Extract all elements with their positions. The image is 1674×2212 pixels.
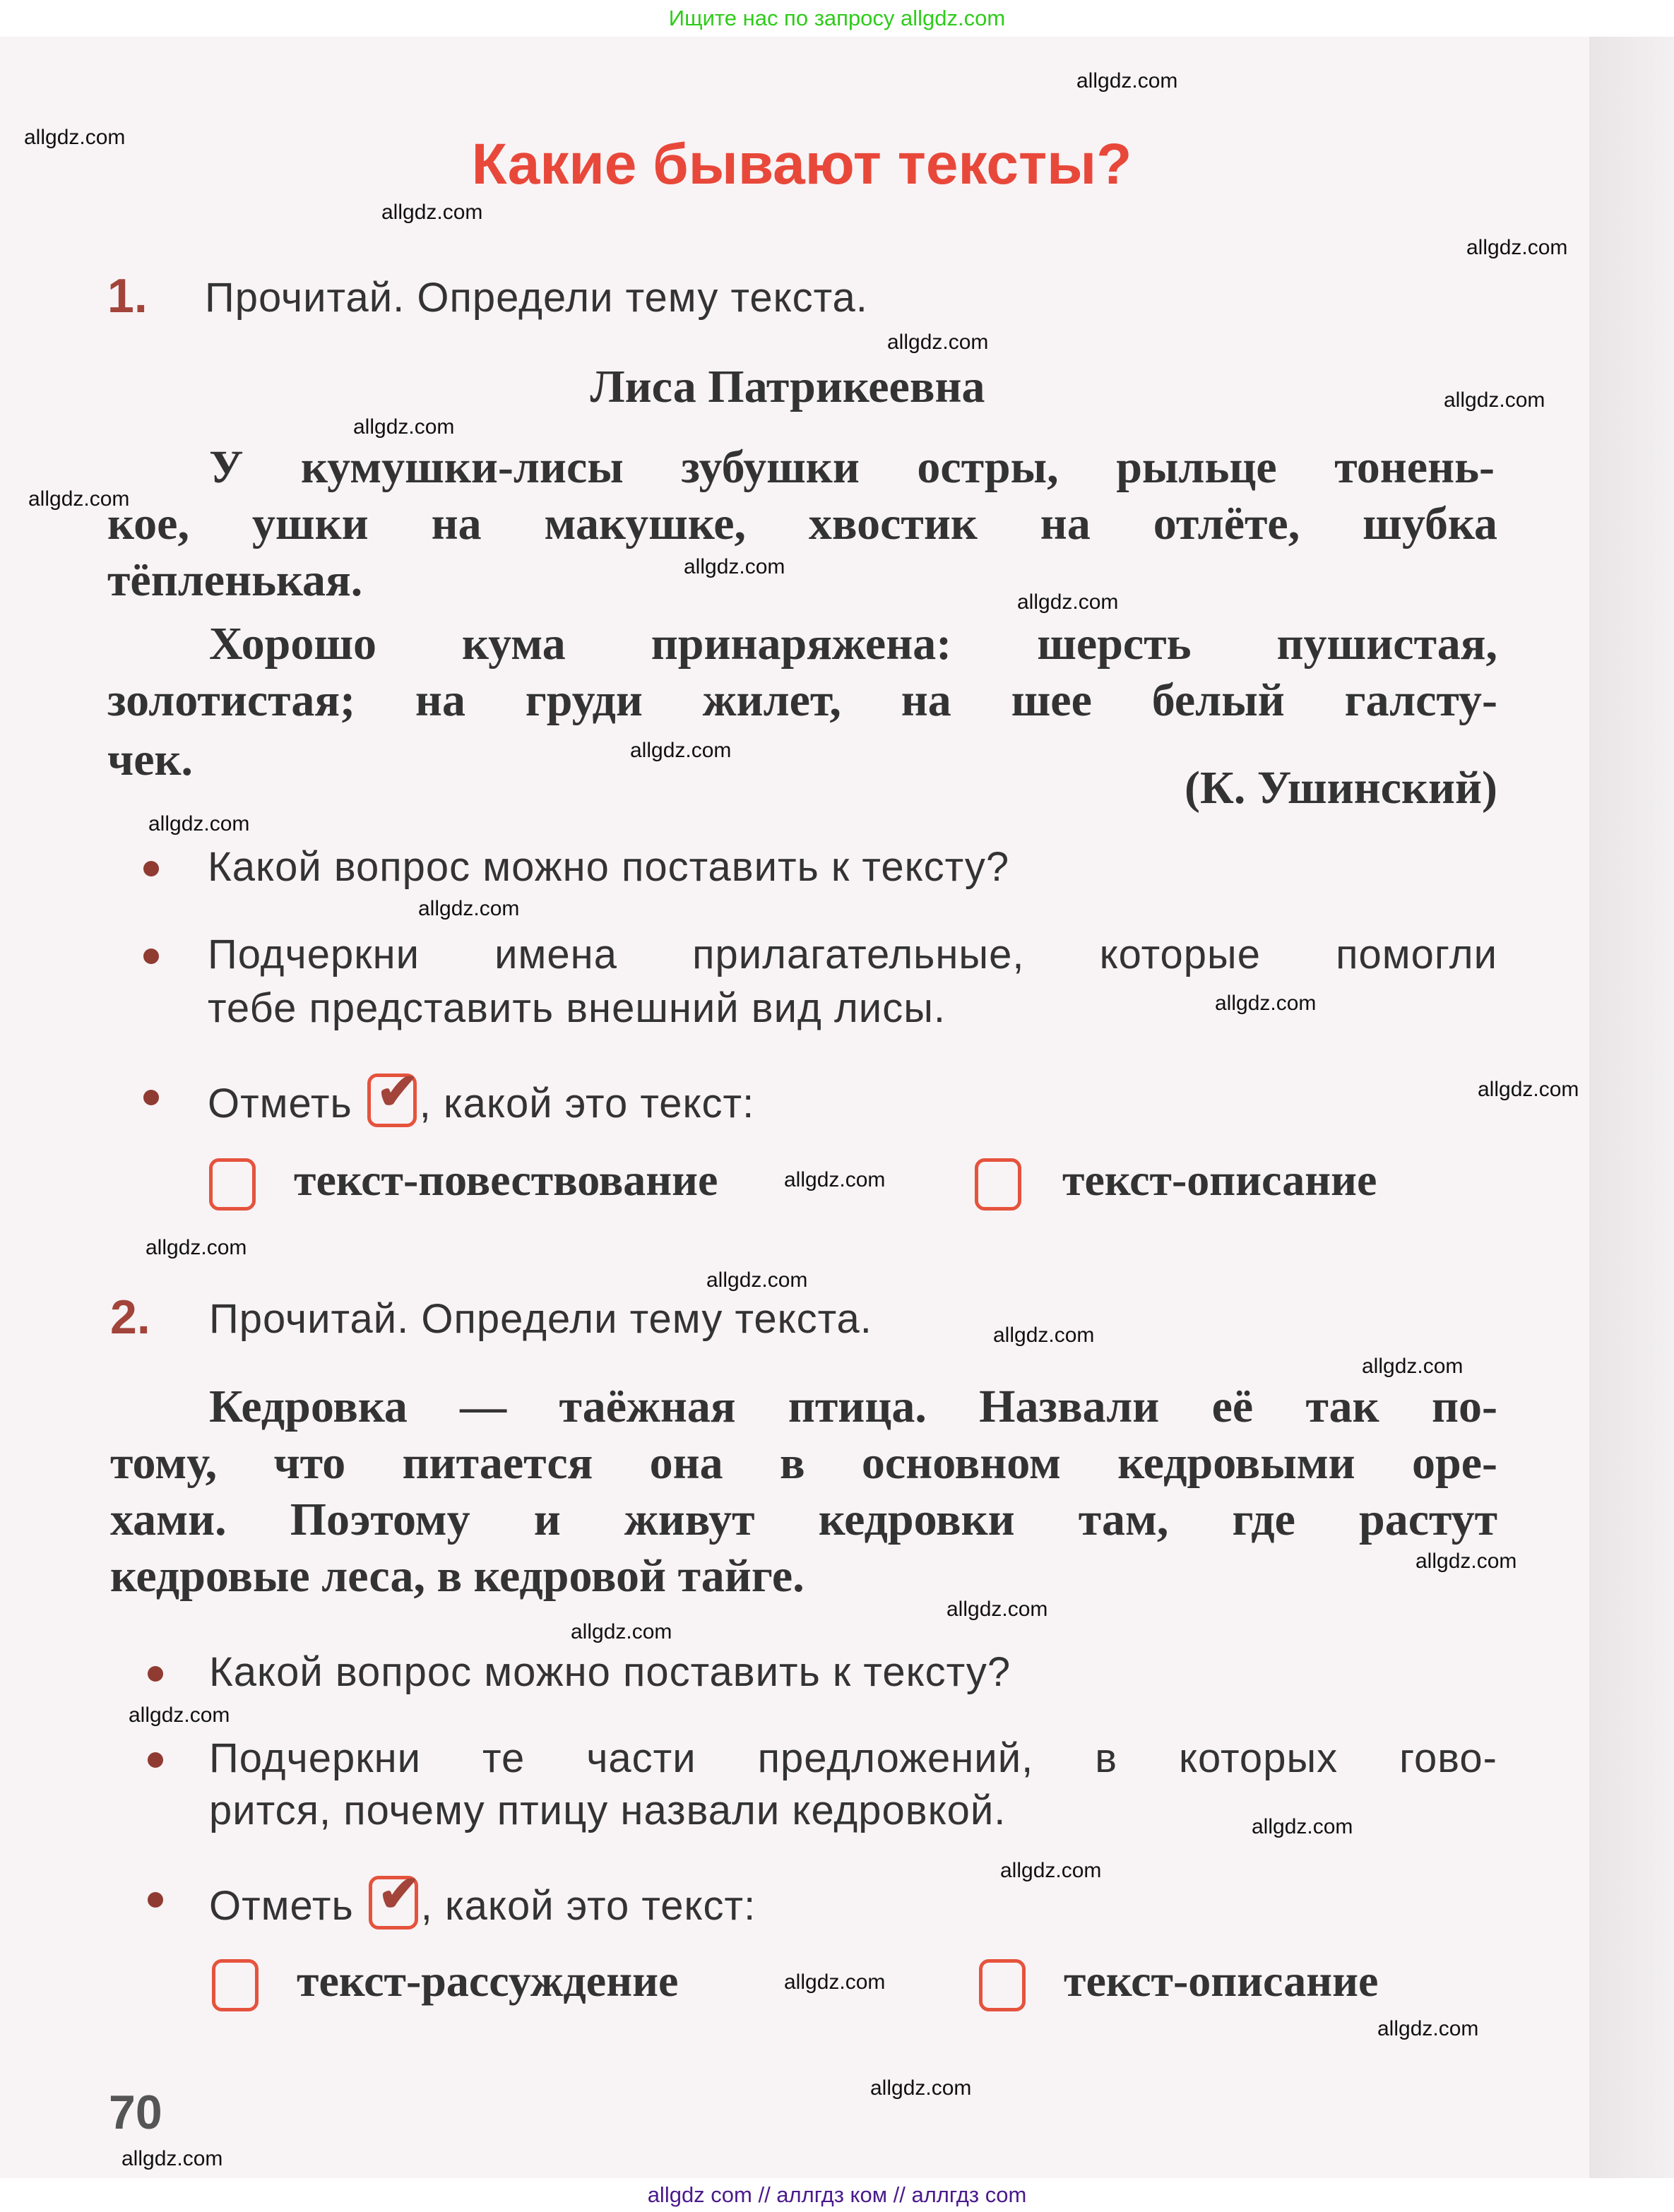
- watermark: allgdz.com: [1215, 992, 1317, 1015]
- option-checkbox[interactable]: [209, 1158, 256, 1211]
- watermark: allgdz.com: [1466, 236, 1568, 259]
- option-label: текст-описание: [1062, 1155, 1377, 1205]
- page-edge: [1589, 37, 1674, 2178]
- question-2-line: тебе представить внешний вид лисы.: [208, 985, 946, 1031]
- option-checkbox[interactable]: [975, 1158, 1021, 1211]
- text-line: тёпленькая.: [107, 554, 363, 606]
- page-number: 70: [109, 2086, 162, 2139]
- bullet: [143, 1090, 159, 1105]
- bottom-banner: allgdz com // аллгдз ком // аллгдз com: [0, 2178, 1674, 2212]
- watermark: allgdz.com: [1362, 1355, 1464, 1378]
- text-line: У кумушки-лисы зубушки остры, рыльце тонень-: [209, 441, 1495, 493]
- text-line: тому, что питается она в основном кедровыми оре-: [110, 1437, 1497, 1489]
- watermark: allgdz.com: [381, 201, 483, 224]
- question-3: [209, 1866, 756, 1929]
- question-2-line: Подчеркни те части предложений, в которых гово-: [209, 1735, 1497, 1781]
- watermark: allgdz.com: [1017, 590, 1119, 614]
- watermark: allgdz.com: [1000, 1859, 1102, 1882]
- text-line: хами. Поэтому и живут кедровки там, где растут: [110, 1494, 1497, 1545]
- watermark: allgdz.com: [418, 897, 520, 920]
- text-line: Кедровка — таёжная птица. Назвали её так по-: [209, 1381, 1497, 1432]
- page-title: Какие бывают тексты?: [471, 132, 1132, 196]
- option-label: текст-рассуждение: [297, 1956, 679, 2006]
- author: (К. Ушинский): [1185, 762, 1497, 814]
- option-label: текст-описание: [1064, 1956, 1379, 2006]
- option-checkbox[interactable]: [979, 1959, 1026, 2011]
- bullet: [143, 949, 159, 964]
- option-checkbox[interactable]: [212, 1959, 259, 2011]
- bullet: [148, 1892, 163, 1908]
- question-1: Какой вопрос можно поставить к тексту?: [209, 1649, 1011, 1695]
- option-label: текст-повествование: [294, 1155, 718, 1205]
- checkmark-glyph: ✔: [376, 1064, 420, 1120]
- watermark: allgdz.com: [1444, 388, 1545, 412]
- question-3-text: , какой это текст:: [420, 1883, 756, 1929]
- watermark: allgdz.com: [571, 1620, 672, 1643]
- watermark: allgdz.com: [784, 1168, 886, 1191]
- watermark: allgdz.com: [1076, 69, 1178, 93]
- task-2-instruction: Прочитай. Определи тему текста.: [209, 1296, 872, 1342]
- text-line: кое, ушки на макушке, хвостик на отлёте, шубка: [107, 498, 1497, 549]
- watermark: allgdz.com: [28, 487, 130, 511]
- watermark: allgdz.com: [993, 1324, 1095, 1347]
- checkmark-glyph: ✔: [377, 1866, 422, 1922]
- watermark: allgdz.com: [946, 1598, 1048, 1621]
- bullet: [143, 861, 159, 876]
- watermark: allgdz.com: [784, 1970, 886, 1994]
- watermark: allgdz.com: [630, 739, 732, 762]
- watermark: allgdz.com: [1478, 1078, 1579, 1101]
- bullet: [148, 1752, 163, 1768]
- text-line: золотистая; на груди жилет, на шее белый галсту-: [107, 674, 1497, 726]
- watermark: allgdz.com: [1415, 1550, 1517, 1573]
- text-line: Хорошо кума принаряжена: шерсть пушистая,: [209, 618, 1497, 670]
- question-2-line: рится, почему птицу назвали кедровкой.: [209, 1788, 1007, 1833]
- task-1-instruction: Прочитай. Определи тему текста.: [205, 275, 868, 321]
- watermark: allgdz.com: [887, 331, 989, 354]
- watermark: allgdz.com: [129, 1703, 230, 1727]
- watermark: allgdz.com: [706, 1268, 808, 1292]
- task-1-number: 1.: [107, 269, 148, 323]
- bullet: [148, 1666, 163, 1682]
- watermark: allgdz.com: [148, 812, 250, 836]
- watermark: allgdz.com: [1252, 1815, 1353, 1838]
- question-3-text: , какой это текст:: [419, 1081, 755, 1126]
- watermark: allgdz.com: [684, 555, 785, 578]
- checkmark-icon: [367, 1064, 420, 1127]
- watermark: allgdz.com: [121, 2147, 223, 2170]
- question-3: [208, 1064, 755, 1127]
- question-2-line: Подчеркни имена прилагательные, которые помогли: [208, 932, 1497, 977]
- text-line: кедровые леса, в кедровой тайге.: [110, 1550, 805, 1602]
- question-1: Какой вопрос можно поставить к тексту?: [208, 844, 1010, 890]
- watermark: allgdz.com: [146, 1236, 247, 1259]
- checkmark-icon: [369, 1866, 422, 1929]
- task-2-number: 2.: [110, 1290, 150, 1344]
- question-3-text: Отметь: [209, 1883, 354, 1929]
- text-line: чек.: [107, 734, 194, 785]
- watermark: allgdz.com: [24, 126, 126, 149]
- watermark: allgdz.com: [870, 2076, 972, 2100]
- text-title: Лиса Патрикеевна: [590, 361, 985, 412]
- question-3-text: Отметь: [208, 1081, 352, 1126]
- watermark: allgdz.com: [1377, 2017, 1479, 2040]
- watermark: allgdz.com: [353, 415, 455, 439]
- top-banner: Ищите нас по запросу allgdz.com: [0, 0, 1674, 37]
